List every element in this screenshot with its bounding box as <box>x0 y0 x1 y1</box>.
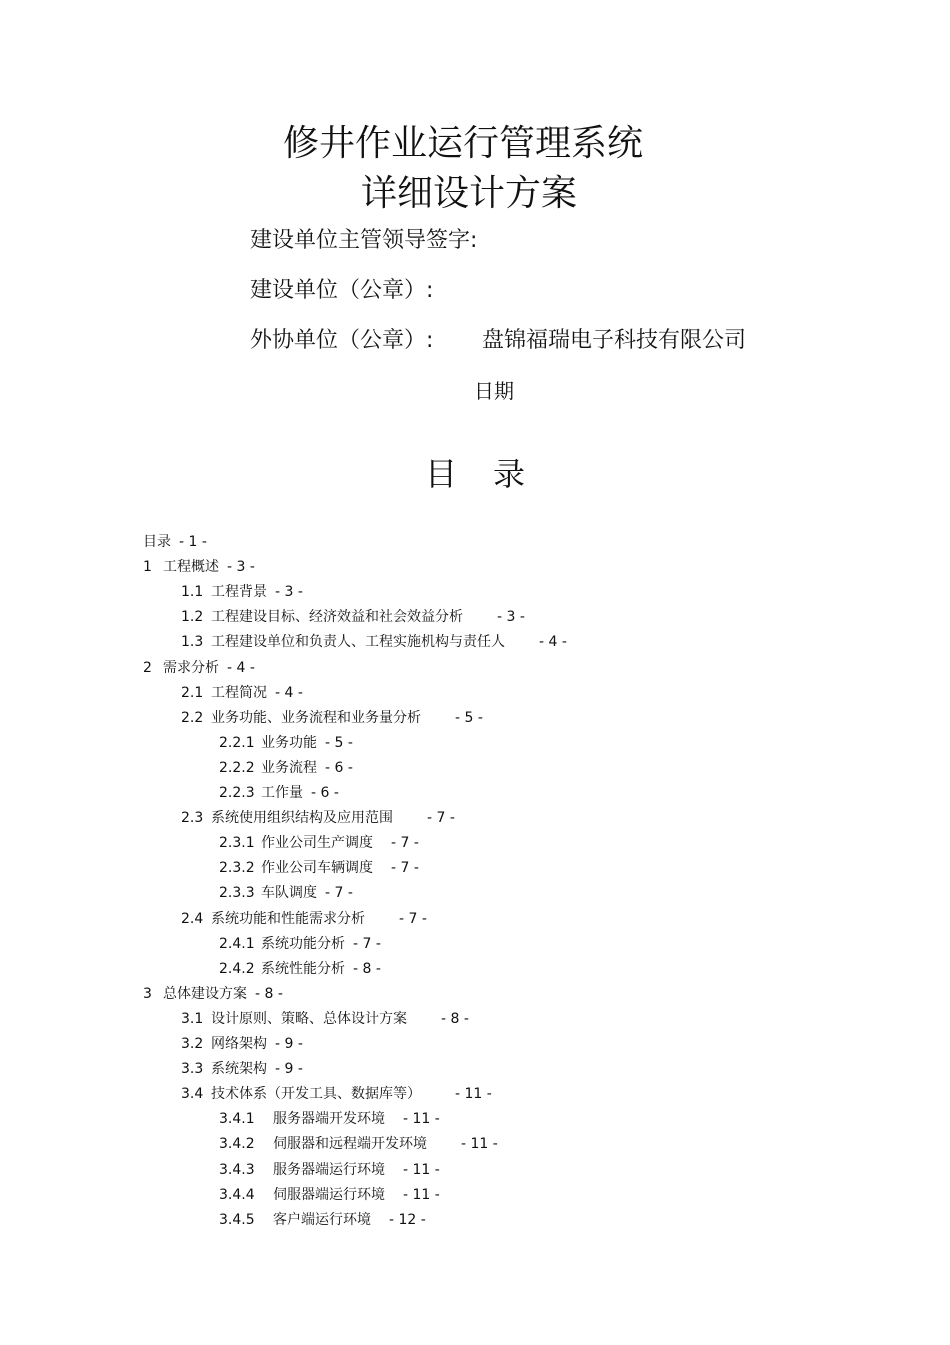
toc-entry[interactable] <box>181 1009 469 1029</box>
toc-entry-number: 2.3.3 <box>219 885 255 901</box>
toc-entry[interactable] <box>219 1109 440 1129</box>
toc-entry-page: - 1 - <box>179 534 207 550</box>
toc-entry-number: 3.4.3 <box>219 1162 255 1178</box>
toc-entry-number: 2.3.2 <box>219 860 255 876</box>
toc-entry-title: 客户端运行环境 <box>273 1212 371 1228</box>
toc-entry-page: - 6 - <box>325 760 353 776</box>
toc-entry[interactable] <box>219 858 419 878</box>
toc-entry-page: - 7 - <box>325 885 353 901</box>
toc-entry-title: 业务功能、业务流程和业务量分析 <box>211 710 421 726</box>
toc-entry-number: 2.1 <box>181 685 204 701</box>
toc-entry-title: 系统功能分析 <box>261 936 345 952</box>
toc-entry-title: 作业公司车辆调度 <box>261 860 373 876</box>
toc-entry-title: 系统功能和性能需求分析 <box>211 911 365 927</box>
toc-entry-title: 工作量 <box>261 785 303 801</box>
toc-entry-title: 系统使用组织结构及应用范围 <box>211 810 393 826</box>
toc-entry-page: - 11 - <box>403 1111 440 1127</box>
toc-entry-number: 3.2 <box>181 1036 204 1052</box>
toc-entry-page: - 5 - <box>455 710 483 726</box>
toc-entry-page: - 4 - <box>275 685 303 701</box>
toc-entry-title: 设计原则、策略、总体设计方案 <box>211 1011 407 1027</box>
toc-entry-title: 系统性能分析 <box>261 961 345 977</box>
toc-entry-number: 2.3.1 <box>219 835 255 851</box>
toc-entry-title: 工程建设单位和负责人、工程实施机构与责任人 <box>211 634 505 650</box>
toc-entry-title: 服务器端开发环境 <box>273 1111 385 1127</box>
toc-entry-page: - 11 - <box>403 1162 440 1178</box>
toc-entry-page: - 5 - <box>325 735 353 751</box>
partner-seal-label: 外协单位（公章）: <box>250 328 434 353</box>
toc-entry-number: 2 <box>143 660 152 676</box>
toc-entry-page: - 8 - <box>353 961 381 977</box>
toc-entry-title: 作业公司生产调度 <box>261 835 373 851</box>
toc-entry-title: 服务器端运行环境 <box>273 1162 385 1178</box>
toc-entry-page: - 7 - <box>353 936 381 952</box>
toc-entry-title: 车队调度 <box>261 885 317 901</box>
toc-entry-number: 3.4.2 <box>219 1136 255 1152</box>
toc-entry[interactable] <box>219 1185 440 1205</box>
owner-seal-label: 建设单位（公章）: <box>250 278 434 303</box>
document-title: 修井作业运行管理系统 <box>282 123 643 164</box>
toc-entry-number: 2.2.2 <box>219 760 255 776</box>
toc-entry-title: 工程概述 <box>163 559 219 575</box>
toc-entry-page: - 4 - <box>539 634 567 650</box>
toc-entry-number: 2.2 <box>181 710 204 726</box>
toc-entry[interactable] <box>181 582 303 602</box>
toc-entry-title: 网络架构 <box>211 1036 267 1052</box>
toc-entry-page: - 9 - <box>275 1061 303 1077</box>
toc-entry[interactable] <box>219 1134 498 1154</box>
toc-entry-title: 工程简况 <box>211 685 267 701</box>
toc-entry-number: 2.2.3 <box>219 785 255 801</box>
toc-entry-page: - 8 - <box>441 1011 469 1027</box>
toc-entry-page: - 3 - <box>275 584 303 600</box>
toc-heading: 目录 <box>424 455 561 493</box>
document-subtitle: 详细设计方案 <box>360 173 577 214</box>
toc-entry[interactable] <box>219 833 419 853</box>
toc-entry-page: - 3 - <box>497 609 525 625</box>
toc-entry[interactable] <box>181 708 483 728</box>
toc-entry-page: - 7 - <box>427 810 455 826</box>
toc-entry-page: - 11 - <box>403 1187 440 1203</box>
toc-entry-number: 2.4 <box>181 911 204 927</box>
toc-entry[interactable] <box>143 557 255 577</box>
toc-entry-page: - 8 - <box>255 986 283 1002</box>
toc-entry[interactable] <box>143 984 283 1004</box>
toc-entry-title: 技术体系（开发工具、数据库等） <box>211 1086 421 1102</box>
toc-entry[interactable] <box>181 1084 492 1104</box>
toc-entry[interactable] <box>219 1210 426 1230</box>
toc-entry[interactable] <box>143 658 255 678</box>
toc-entry-number: 2.4.1 <box>219 936 255 952</box>
toc-entry[interactable] <box>181 1059 303 1079</box>
toc-entry-number: 1.3 <box>181 634 204 650</box>
leader-signature-label: 建设单位主管领导签字: <box>250 228 478 253</box>
toc-entry-number: 3.4.5 <box>219 1212 255 1228</box>
toc-entry[interactable] <box>219 883 353 903</box>
toc-entry[interactable] <box>181 607 525 627</box>
partner-seal-line <box>250 327 747 355</box>
toc-entry-page: - 7 - <box>391 860 419 876</box>
toc-entry-page: - 7 - <box>391 835 419 851</box>
toc-entry-title: 目录 <box>143 534 171 550</box>
toc-entry[interactable] <box>181 808 455 828</box>
toc-entry[interactable] <box>181 683 303 703</box>
toc-entry-title: 需求分析 <box>163 660 219 676</box>
toc-entry[interactable] <box>181 909 427 929</box>
toc-entry[interactable] <box>143 532 207 552</box>
toc-entry-number: 3 <box>143 986 152 1002</box>
toc-entry-page: - 3 - <box>227 559 255 575</box>
toc-entry-number: 3.3 <box>181 1061 204 1077</box>
partner-company-name: 盘锦福瑞电子科技有限公司 <box>482 328 747 353</box>
toc-entry-title: 工程建设目标、经济效益和社会效益分析 <box>211 609 463 625</box>
toc-entry-page: - 11 - <box>455 1086 492 1102</box>
toc-entry-number: 3.1 <box>181 1011 204 1027</box>
toc-entry[interactable] <box>181 632 567 652</box>
toc-entry[interactable] <box>219 1160 440 1180</box>
toc-entry[interactable] <box>219 758 353 778</box>
toc-entry-title: 系统架构 <box>211 1061 267 1077</box>
toc-entry-page: - 4 - <box>227 660 255 676</box>
toc-entry-number: 2.4.2 <box>219 961 255 977</box>
toc-entry[interactable] <box>219 959 381 979</box>
toc-entry[interactable] <box>219 783 339 803</box>
toc-entry-page: - 7 - <box>399 911 427 927</box>
date-label: 日期 <box>474 379 514 403</box>
toc-entry[interactable] <box>219 733 353 753</box>
toc-entry-title: 伺服器端运行环境 <box>273 1187 385 1203</box>
toc-entry-number: 3.4 <box>181 1086 204 1102</box>
toc-entry-title: 业务功能 <box>261 735 317 751</box>
toc-entry-number: 2.3 <box>181 810 204 826</box>
toc-entry-page: - 6 - <box>311 785 339 801</box>
toc-entry[interactable] <box>181 1034 303 1054</box>
toc-entry-page: - 12 - <box>389 1212 426 1228</box>
toc-entry-number: 2.2.1 <box>219 735 255 751</box>
toc-entry-title: 总体建设方案 <box>163 986 247 1002</box>
toc-entry-number: 3.4.1 <box>219 1111 255 1127</box>
toc-entry-number: 1 <box>143 559 152 575</box>
toc-entry-title: 工程背景 <box>211 584 267 600</box>
toc-entry-number: 1.1 <box>181 584 204 600</box>
toc-entry-number: 3.4.4 <box>219 1187 255 1203</box>
toc-entry-page: - 9 - <box>275 1036 303 1052</box>
toc-entry-number: 1.2 <box>181 609 204 625</box>
toc-entry[interactable] <box>219 934 381 954</box>
toc-entry-title: 业务流程 <box>261 760 317 776</box>
toc-entry-title: 伺服器和远程端开发环境 <box>273 1136 427 1152</box>
toc-entry-page: - 11 - <box>461 1136 498 1152</box>
